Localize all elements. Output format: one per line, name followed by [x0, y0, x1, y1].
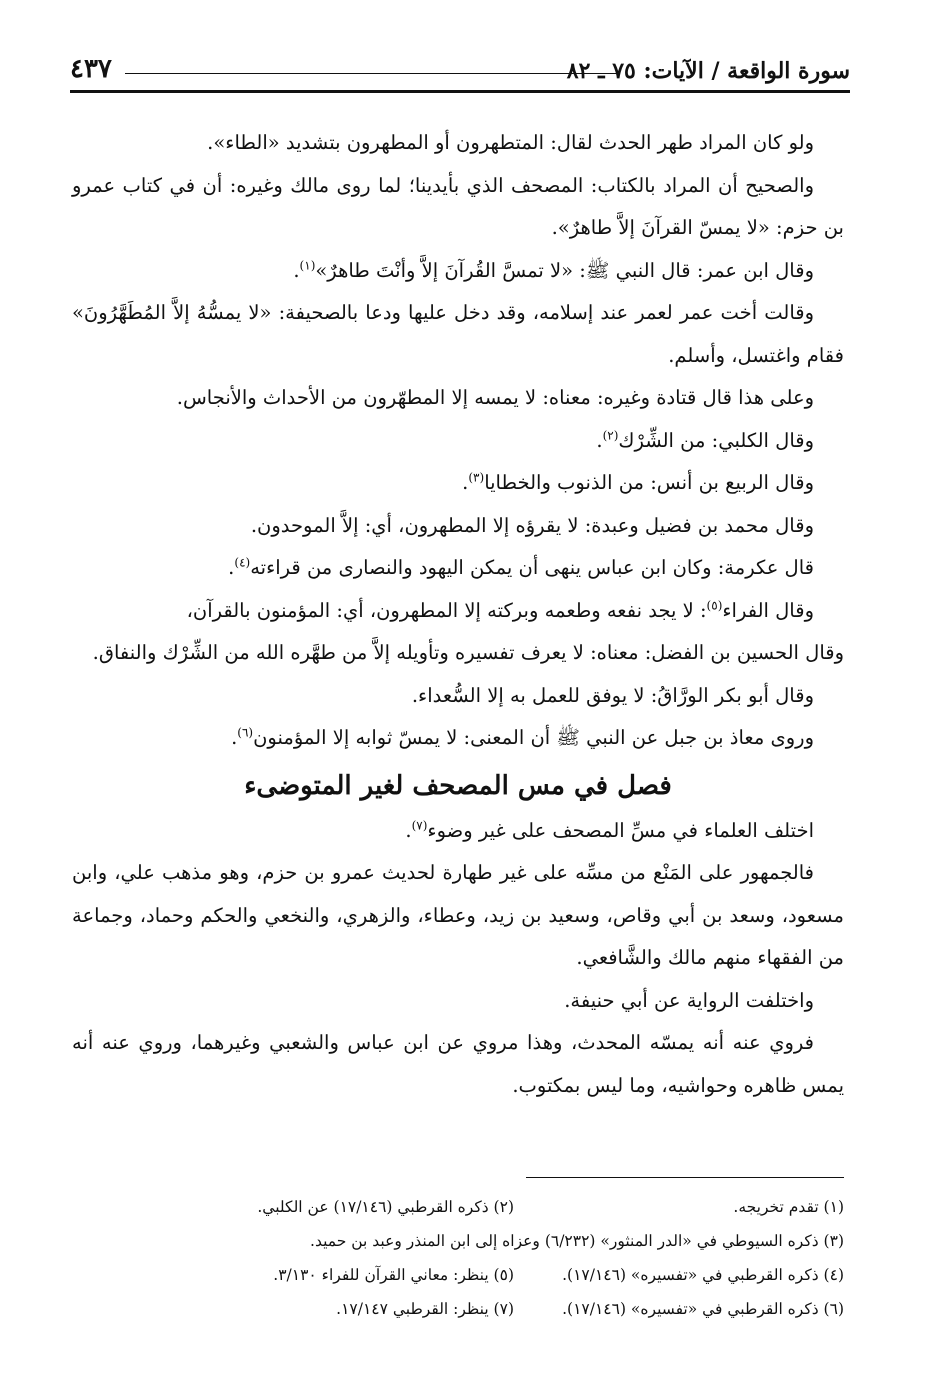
paragraph [72, 810, 844, 853]
paragraph [72, 420, 844, 463]
paragraph [72, 852, 844, 980]
paragraph-text: وعلى هذا قال قتادة وغيره: معناه: لا يمسه إلا المطهّرون من الأحداث والأنجاس. [176, 386, 814, 409]
page-number: ٤٣٧ [70, 54, 112, 84]
paragraph-text: . [293, 258, 300, 282]
header-rule [125, 73, 620, 74]
paragraph [72, 980, 844, 1023]
footnote: (٣) ذكره السيوطي في «الدر المنثور» (٦/٢٣٢) وعزاه إلى ابن المنذر وعبد بن حميد. [310, 1232, 844, 1250]
paragraph-text: . [596, 428, 603, 452]
footnote: (٧) ينظر: القرطبي ١٧/١٤٧. [336, 1300, 514, 1318]
paragraph [72, 632, 844, 675]
footnote-row [150, 1258, 844, 1292]
footnote-ref: (٧) [411, 818, 428, 832]
paragraph-text: قال عكرمة: وكان ابن عباس ينهى أن يمكن اليهود والنصارى من قراءته [250, 556, 814, 579]
paragraph [72, 462, 844, 505]
paragraph-text: : لا يجد نفعه وطعمه وبركته إلا المطهرون، أي: المؤمنون بالقرآن، [186, 598, 707, 622]
footnote: (٤) ذكره القرطبي في «تفسيره» (١٧/١٤٦). [562, 1266, 844, 1284]
footnote-ref: (٥) [706, 598, 723, 612]
paragraph [72, 377, 844, 420]
footnote-ref: (٦) [237, 725, 254, 740]
paragraph [72, 547, 844, 590]
paragraph-text: وروى معاذ بن جبل عن النبي ﷺ أن المعنى: لا يمسّ ثوابه إلا المؤمنون [253, 726, 814, 749]
header-thick-rule [70, 90, 850, 93]
paragraph-text: وقال ابن عمر: قال النبي ﷺ: «لا تمسَّ القُرآنَ إلاَّ وأنْتَ طاهرٌ» [315, 258, 814, 282]
paragraph [72, 505, 844, 548]
paragraph-text: . [228, 556, 235, 579]
paragraph [72, 675, 844, 718]
paragraph [72, 165, 844, 250]
main-text [72, 122, 844, 1107]
paragraph [72, 1022, 844, 1107]
paragraph-text: اختلف العلماء في مسِّ المصحف على غير وضوء [427, 818, 814, 842]
paragraph-text: وقال الفراء [722, 598, 814, 622]
paragraph-text: ولو كان المراد طهر الحدث لقال: المتطهرون أو المطهرون بتشديد «الطاء». [207, 131, 814, 154]
paragraph [72, 250, 844, 293]
paragraph-text: فروي عنه أنه يمسّه المحدث، وهذا مروي عن ابن عباس والشعبي وغيرهما، وروي عنه أنه يمس ظاهره وحواشيه، وما ليس بمكتوب. [72, 1031, 844, 1097]
paragraph-text: وقالت أخت عمر لعمر عند إسلامه، وقد دخل عليها ودعا بالصحيفة: «لا يمسُّهُ إلاَّ المُطَهَّرُونَ» فقام واغتسل، وأسلم. [72, 301, 844, 367]
footnote: (١) تقدم تخريجه. [733, 1198, 844, 1216]
footnote: (٢) ذكره القرطبي (١٧/١٤٦) عن الكلبي. [257, 1198, 514, 1216]
running-title: سورة الواقعة / الآيات: ٧٥ ـ ٨٢ [566, 58, 850, 84]
footnote-row [150, 1190, 844, 1224]
paragraph-text: واختلفت الرواية عن أبي حنيفة. [564, 988, 814, 1012]
paragraph-text: فالجمهور على المَنْع من مسِّه على غير طهارة لحديث عمرو بن حزم، وهو مذهب علي، وابن مسعود، وسعد بن أبي وقاص، وسعيد بن زيد، وعطاء، والزهري، والنخعي والحكم وحماد، وجماعة من الفقهاء منهم مالك والشَّافعي. [72, 861, 844, 969]
footnote: (٦) ذكره القرطبي في «تفسيره» (١٧/١٤٦). [562, 1300, 844, 1318]
paragraph-text: . [462, 471, 469, 494]
footnote-ref: (٣) [468, 470, 485, 485]
paragraph [72, 590, 844, 633]
paragraph-text: والصحيح أن المراد بالكتاب: المصحف الذي بأيدينا؛ لما روى مالك وغيره: أن في كتاب عمرو بن حزم: «لا يمسّ القرآنَ إلاَّ طاهرٌ». [72, 173, 844, 239]
paragraph [72, 292, 844, 377]
page-header [70, 44, 850, 94]
paragraph-text: وقال الكلبي: من الشِّرْك [618, 428, 814, 452]
footnote-row [150, 1224, 844, 1258]
section-heading: فصل في مس المصحف لغير المتوضىء [244, 770, 672, 801]
paragraph-text: . [231, 726, 238, 749]
paragraph [72, 717, 844, 760]
footnote-row [150, 1292, 844, 1326]
footnotes [150, 1190, 844, 1326]
paragraph [72, 122, 844, 165]
footnote: (٥) ينظر: معاني القرآن للفراء ٣/١٣٠. [273, 1266, 514, 1284]
footnote-separator [526, 1177, 844, 1178]
footnote-ref: (١) [299, 258, 316, 272]
paragraph-text: وقال الحسين بن الفضل: معناه: لا يعرف تفسيره وتأويله إلاَّ من طهَّره الله من الشِّرْك والنفاق. [92, 641, 844, 664]
footnote-ref: (٤) [234, 555, 251, 570]
paragraph-text: وقال محمد بن فضيل وعبدة: لا يقرؤه إلا المطهرون، أي: إلاَّ الموحدون. [250, 513, 814, 537]
paragraph-text: وقال أبو بكر الورَّاقُ: لا يوفق للعمل به إلا السُّعداء. [411, 683, 814, 707]
paragraph-text: . [405, 818, 412, 842]
paragraph-text: وقال الربيع بن أنس: من الذنوب والخطايا [484, 471, 814, 494]
footnote-ref: (٢) [602, 428, 619, 442]
